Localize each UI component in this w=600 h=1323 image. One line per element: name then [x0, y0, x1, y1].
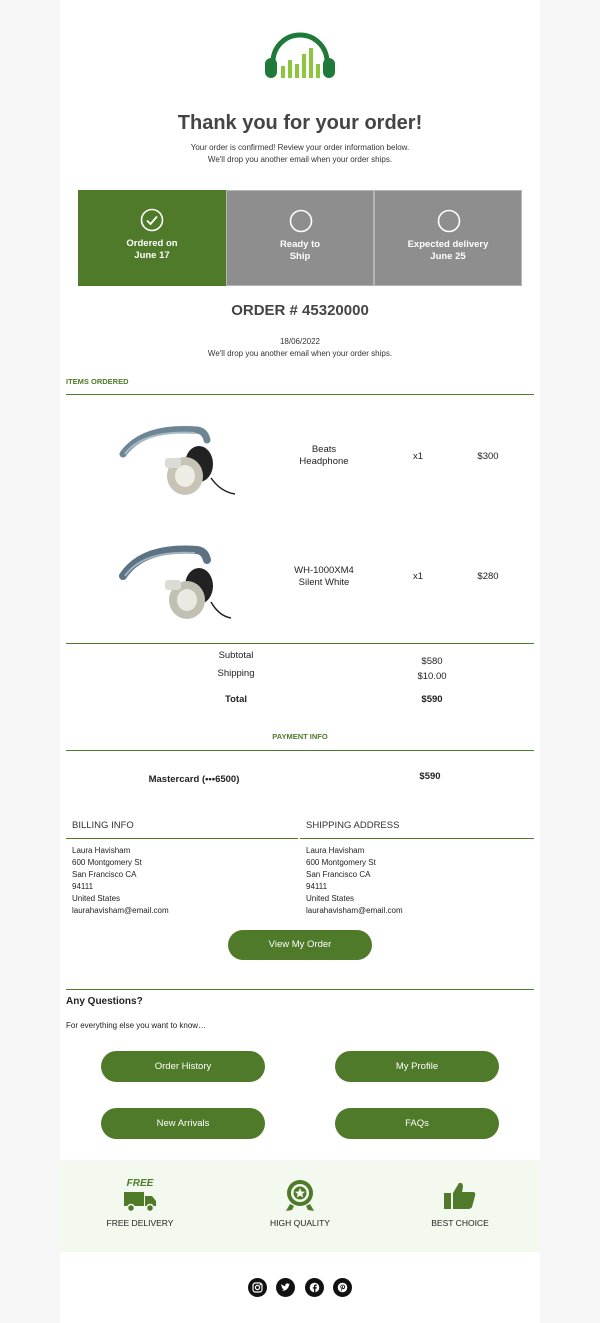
divider	[66, 838, 298, 839]
order-note: We'll drop you another email when your order ships.	[207, 349, 393, 358]
email-container	[60, 0, 540, 1323]
page-title: Thank you for your order!	[177, 112, 423, 134]
order-date-block	[60, 336, 540, 360]
divider	[300, 838, 534, 839]
payment-method: Mastercard (•••6500)	[148, 774, 240, 785]
divider	[66, 394, 534, 395]
total-value: $590	[421, 694, 443, 705]
order-history-button[interactable]: Order History	[101, 1051, 265, 1082]
headphone-product-image	[115, 418, 255, 498]
order-number: ORDER # 45320000	[231, 302, 369, 319]
empty-circle-icon	[289, 209, 313, 233]
items-ordered-heading: ITEMS ORDERED	[66, 377, 129, 386]
shipping-label: Shipping	[217, 668, 255, 679]
order-date: 18/06/2022	[279, 337, 321, 346]
step-ready-to-ship: Ready to Ship	[226, 190, 374, 286]
check-circle-icon	[140, 208, 164, 232]
my-profile-button[interactable]: My Profile	[335, 1051, 499, 1082]
product-quantity: x1	[412, 571, 424, 582]
billing-email: laurahavisham@email.com	[72, 906, 169, 915]
headphones-logo-icon	[263, 24, 337, 82]
confirmation-message: Your order is confirmed! Review your order information below. We'll drop you another email when your order ships.	[190, 143, 410, 164]
features-band	[60, 1160, 540, 1252]
shipping-value: $10.00	[417, 671, 447, 682]
step-expected-delivery: Expected delivery June 25	[374, 190, 522, 286]
divider	[66, 643, 534, 644]
product-quantity: x1	[412, 451, 424, 462]
best-choice-label: BEST CHOICE	[431, 1218, 489, 1228]
twitter-icon[interactable]	[276, 1278, 295, 1297]
questions-title: Any Questions?	[66, 996, 143, 1007]
questions-text: For everything else you want to know…	[66, 1021, 207, 1030]
faqs-button[interactable]: FAQs	[335, 1108, 499, 1139]
subtotal-label: Subtotal	[218, 650, 254, 661]
pinterest-icon[interactable]	[333, 1278, 352, 1297]
billing-info-heading: BILLING INFO	[72, 820, 134, 831]
new-arrivals-button[interactable]: New Arrivals	[101, 1108, 265, 1139]
high-quality-label: HIGH QUALITY	[270, 1218, 330, 1228]
product-price: $300	[477, 451, 499, 462]
step-ordered: Ordered on June 17	[78, 190, 226, 286]
product-price: $280	[477, 571, 499, 582]
headphone-product-image	[115, 540, 255, 620]
subtotal-value: $580	[421, 656, 443, 667]
product-name: WH-1000XM4 Silent White	[294, 565, 354, 588]
empty-circle-icon	[437, 209, 461, 233]
instagram-icon[interactable]	[248, 1278, 267, 1297]
shipping-address: Laura Havisham 600 Montgomery St San Francisco CA 94111 United States laurahavisham@email.com	[306, 846, 403, 915]
divider	[66, 750, 534, 751]
view-my-order-button[interactable]: View My Order	[228, 930, 372, 960]
payment-amount: $590	[419, 771, 441, 782]
free-badge: FREE	[126, 1178, 154, 1189]
shipping-address-heading: SHIPPING ADDRESS	[306, 820, 400, 831]
shipping-email: laurahavisham@email.com	[306, 906, 403, 915]
payment-info-heading: PAYMENT INFO	[272, 732, 328, 741]
delivery-truck-icon	[122, 1190, 158, 1212]
billing-address: Laura Havisham 600 Montgomery St San Francisco CA 94111 United States laurahavisham@email.com	[72, 846, 169, 915]
total-label: Total	[225, 694, 247, 705]
divider	[66, 989, 534, 990]
facebook-icon[interactable]	[305, 1278, 324, 1297]
quality-badge-icon	[282, 1178, 318, 1214]
thumbs-up-icon	[442, 1180, 478, 1212]
free-delivery-label: FREE DELIVERY	[106, 1218, 174, 1228]
product-name: Beats Headphone	[299, 444, 349, 467]
